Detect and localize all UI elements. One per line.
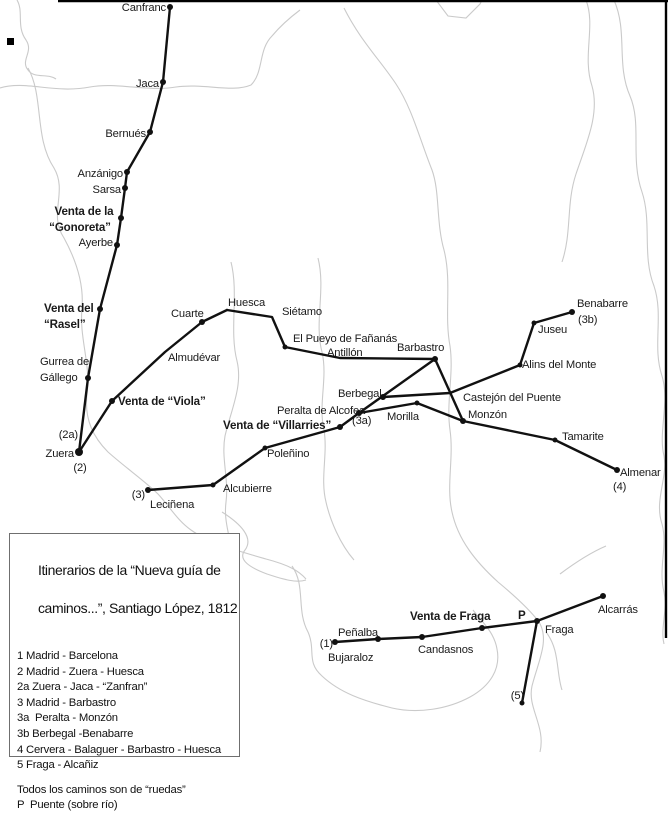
place-label-castejon-del-puente: Castejón del Puente bbox=[463, 392, 561, 404]
place-label-2: (2) bbox=[73, 462, 87, 474]
legend-title-line2: caminos...”, Santiago López, 1812 bbox=[37, 600, 238, 616]
legend-item-3b: 3b Berbegal -Benabarre bbox=[17, 727, 134, 740]
place-label-almenar: Almenar bbox=[620, 467, 661, 479]
route-4-monzon-almenar bbox=[463, 421, 617, 470]
place-label-benabarre: Benabarre bbox=[577, 298, 628, 310]
legend-footer-puente: P Puente (sobre río) bbox=[17, 799, 118, 812]
place-label-gallego: Gállego bbox=[40, 372, 78, 384]
place-label-jaca: Jaca bbox=[135, 78, 159, 90]
place-label-alcubierre: Alcubierre bbox=[223, 483, 272, 495]
town-dot bbox=[479, 625, 485, 631]
river-line bbox=[546, 632, 562, 690]
place-label-venta-de-viola: Venta de “Viola” bbox=[118, 395, 206, 408]
legend-item-1: 1 Madrid - Barcelona bbox=[17, 650, 118, 662]
place-label-venta-de-la: Venta de la bbox=[54, 205, 114, 218]
place-label-berbegal: Berbegal bbox=[338, 388, 382, 400]
legend-item-2a: 2a Zuera - Jaca - “Zanfran” bbox=[17, 681, 148, 694]
place-label-almudevar: Almudévar bbox=[168, 352, 221, 364]
town-dot bbox=[75, 448, 83, 456]
legend-item-2: 2 Madrid - Zuera - Huesca bbox=[17, 665, 144, 678]
place-label-3b: (3b) bbox=[578, 314, 598, 326]
place-label-el-pueyo-de-fananas: El Pueyo de Fañanás bbox=[293, 333, 398, 345]
place-label-anzanigo: Anzánigo bbox=[77, 168, 123, 180]
place-label-venta-de-fraga: Venta de Fraga bbox=[410, 610, 491, 623]
place-label-alins-del-monte: Alins del Monte bbox=[522, 359, 597, 371]
place-label-bujaraloz: Bujaraloz bbox=[328, 652, 374, 664]
legend-items bbox=[17, 649, 234, 774]
place-label-polenino: Poleñino bbox=[267, 448, 310, 460]
place-label-alcarras: Alcarrás bbox=[598, 604, 638, 616]
place-label-5: (5) bbox=[510, 690, 524, 702]
place-label-3a: (3a) bbox=[352, 415, 372, 427]
legend-title-line1: Itinerarios de la “Nueva guía de bbox=[37, 562, 221, 578]
town-dot bbox=[160, 79, 166, 85]
place-label-1: (1) bbox=[319, 638, 333, 650]
legend-box bbox=[9, 533, 240, 812]
place-label-peralta-de-alcofea: Peralta de Alcofea bbox=[277, 405, 366, 417]
town-dot bbox=[553, 438, 558, 443]
town-dot bbox=[85, 375, 91, 381]
legend-item-3a: 3a Peralta - Monzón bbox=[17, 712, 118, 725]
route-2-zuera-huesca bbox=[79, 310, 227, 452]
place-label-3: (3) bbox=[131, 489, 145, 501]
place-label-zuera: Zuera bbox=[45, 448, 74, 460]
place-label-canfranc: Canfranc bbox=[121, 2, 166, 14]
place-label-lecinena: Leciñena bbox=[150, 499, 195, 511]
place-label-juseu: Juseu bbox=[538, 324, 568, 336]
town-dot bbox=[122, 185, 128, 191]
place-label-ayerbe: Ayerbe bbox=[78, 237, 113, 249]
place-label-penalba: Peñalba bbox=[338, 627, 379, 639]
town-dot bbox=[600, 593, 606, 599]
corner-mark bbox=[7, 38, 14, 45]
place-label-fraga: Fraga bbox=[545, 624, 574, 636]
legend-item-4: 4 Cervera - Balaguer - Barbastro - Huesca bbox=[17, 743, 222, 756]
town-dot bbox=[167, 4, 173, 10]
place-label-bernues: Bernués bbox=[105, 128, 146, 140]
place-label-monzon: Monzón bbox=[468, 409, 507, 421]
town-dot bbox=[109, 398, 115, 404]
town-dot bbox=[145, 487, 151, 493]
town-dot bbox=[124, 169, 130, 175]
town-dot bbox=[569, 309, 575, 315]
place-label-antillon: Antillón bbox=[327, 347, 363, 359]
town-dot bbox=[534, 618, 540, 624]
place-label-venta-de-villarries: Venta de “Villarries” bbox=[223, 419, 332, 432]
place-label-huesca: Huesca bbox=[228, 297, 266, 309]
town-dot bbox=[415, 401, 420, 406]
river-line bbox=[436, 0, 482, 18]
place-label-sietamo: Siétamo bbox=[282, 306, 322, 318]
town-dot bbox=[211, 483, 216, 488]
town-dot bbox=[432, 356, 438, 362]
place-label-gonoreta: “Gonoreta” bbox=[49, 221, 111, 234]
town-dot bbox=[337, 424, 343, 430]
town-dot bbox=[532, 321, 537, 326]
place-label-cuarte: Cuarte bbox=[171, 308, 204, 320]
town-dot bbox=[419, 634, 425, 640]
route-5-fraga-alcaniz bbox=[522, 621, 537, 703]
town-dot bbox=[97, 306, 103, 312]
river-line bbox=[560, 546, 606, 574]
place-label-p: P bbox=[518, 609, 526, 622]
place-label-tamarite: Tamarite bbox=[562, 431, 604, 443]
place-label-venta-del: Venta del bbox=[44, 302, 94, 315]
place-label-4: (4) bbox=[613, 481, 627, 493]
place-label-barbastro: Barbastro bbox=[397, 342, 445, 354]
place-label-candasnos: Candasnos bbox=[418, 644, 474, 656]
town-dot bbox=[283, 345, 288, 350]
place-label-rasel: “Rasel” bbox=[44, 318, 86, 331]
river-line bbox=[17, 0, 56, 79]
legend-footer-ruedas: Todos los caminos son de “ruedas” bbox=[17, 783, 186, 796]
legend-item-5: 5 Fraga - Alcañiz bbox=[17, 759, 99, 772]
river-line bbox=[614, 0, 665, 644]
place-label-gurrea-de: Gurrea de bbox=[40, 356, 90, 368]
town-dot bbox=[118, 215, 124, 221]
place-label-2a: (2a) bbox=[58, 429, 78, 441]
legend-title bbox=[17, 542, 238, 637]
town-dot bbox=[147, 129, 153, 135]
place-label-sarsa: Sarsa bbox=[92, 184, 121, 196]
legend-item-3: 3 Madrid - Barbastro bbox=[17, 696, 116, 709]
town-dot bbox=[114, 242, 120, 248]
river-line bbox=[562, 0, 594, 262]
legend-footer bbox=[17, 783, 234, 814]
place-label-morilla: Morilla bbox=[387, 411, 419, 423]
town-dot bbox=[460, 418, 466, 424]
